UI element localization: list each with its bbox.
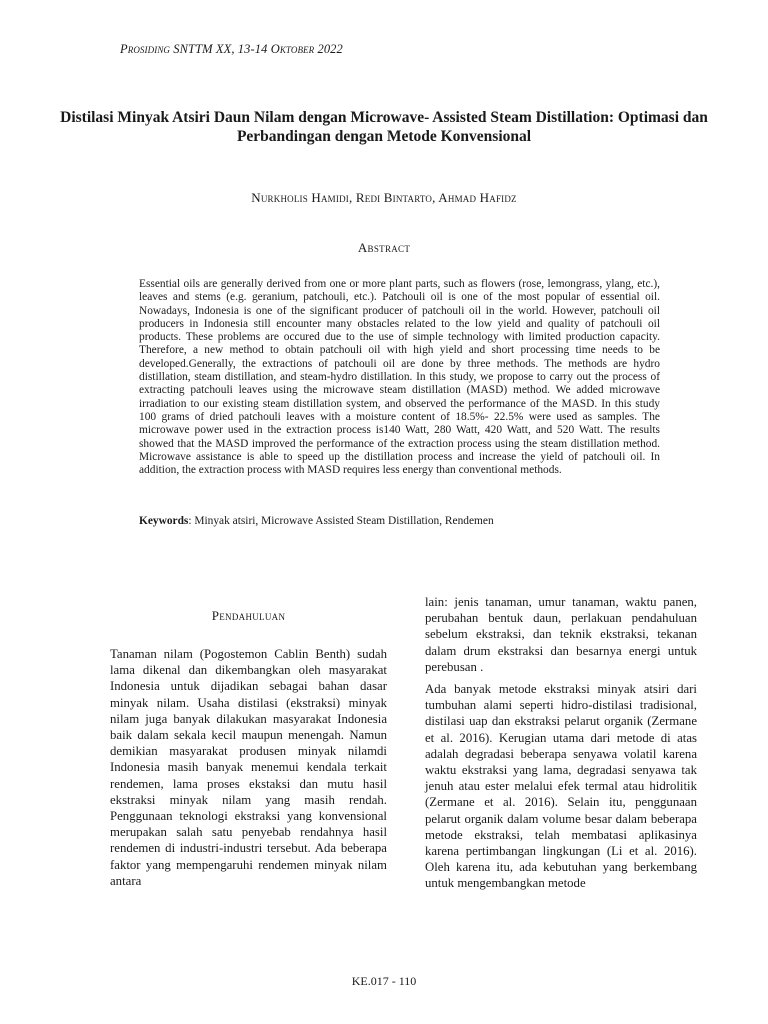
keywords-line (139, 514, 660, 528)
abstract-body: Essential oils are generally derived from one or more plant parts, such as flowers (rose, lemongrass, ylang, etc.), leaves and stems (e.g. geranium, patchouli, etc.). Patchouli oil is one of the most popular of essential oil. Nowadays, Indonesia is one of the significant producer of patchouli oil in the world. However, patchouli oil producers in Indonesia still encounter many obstacles related to the low yield and quality of patchouli oil products. These problems are occured due to the use of simple technology with limited production capacity. Therefore, a new method to obtain patchouli oil with high yield and short processing time needs to be developed.Generally, the extractions of patchouli oil are done by three methods. The methods are hydro distillation, steam distillation, and steam-hydro distillation. In this study, we propose to carry out the process of extracting patchouli leaves using the microwave steam distillation (MASD) method. We added microwave irradiation to our existing steam distillation system, and observed the performance of the MASD. In this study 100 grams of dried patchouli leaves with a moisture content of 18.5%- 22.5% were used as samples. The microwave power used in the extraction process is140 Watt, 280 Watt, 420 Watt, and 520 Watt. The results showed that the MASD improved the performance of the extraction process using the steam distillation method. Microwave assistance is able to speed up the distillation process and increase the yield of patchouli oil. In addition, the extraction process with MASD requires less energy than conventional methods. (139, 278, 660, 477)
page-number: KE.017 - 110 (351, 974, 417, 988)
intro-paragraph-right-1: lain: jenis tanaman, umur tanaman, waktu panen, perubahan bentuk daun, perlakuan pendahuluan sebelum ekstraksi, dan teknik ekstraksi, tekanan dalam drum ekstraksi dan besarnya energi untuk perebusan . (425, 595, 697, 674)
author-list: Nurkholis Hamidi, Redi Bintarto, Ahmad Hafidz (251, 190, 517, 205)
keywords-text: : Minyak atsiri, Microwave Assisted Steam Distillation, Rendemen (188, 515, 494, 527)
running-head: Prosiding SNTTM XX, 13-14 Oktober 2022 (120, 42, 343, 56)
intro-paragraph-right-2: Ada banyak metode ekstraksi minyak atsiri dari tumbuhan alami seperti hidro-distilasi tradisional, distilasi uap dan ekstraksi pelarut organik (Zermane et al. 2016). Kerugian utama dari metode di atas adalah degradasi beberapa senyawa volatil karena waktu ekstraksi yang lama, degradasi senyawa tak jenuh atau ester melalui efek termal atau hidrolitik (Zermane et al. 2016). Selain itu, penggunaan pelarut organik dalam volume besar dalam beberapa metode ekstraksi, telah membatasi aplikasinya karena pertimbangan lingkungan (Li et al. 2016). Oleh karena itu, ada kebutuhan yang berkembang untuk mengembangkan metode (425, 682, 697, 891)
abstract-heading: Abstract (357, 240, 411, 255)
keywords-label: Keywords (139, 515, 189, 527)
intro-paragraph-left: Tanaman nilam (Pogostemon Cablin Benth) sudah lama dikenal dan dikembangkan oleh masyarakat Indonesia untuk dijadikan sebagai bahan dasar minyak nilam. Usaha distilasi (ekstraksi) minyak nilam juga banyak dilakukan masyarakat Indonesia baik dalam sekala kecil maupun menengah. Namun demikian masyarakat produsen minyak nilamdi Indonesia masih banyak menemui kendala terkait rendemen, lama proses ekstaksi dan mutu hasil ekstraksi minyak nilam yang masih rendah. Penggunaan teknologi ekstraksi yang konvensional merupakan salah satu penyebab rendahnya hasil rendemen di industri-industri tersebut. Ada beberapa faktor yang mempengaruhi rendemen minyak nilam antara (110, 647, 387, 888)
paper-title: Distilasi Minyak Atsiri Daun Nilam dengan Microwave- Assisted Steam Distillation: Optimasi dan Perbandingan dengan Metode Konvensional (60, 109, 708, 145)
section-heading-introduction: Pendahuluan (211, 608, 286, 623)
